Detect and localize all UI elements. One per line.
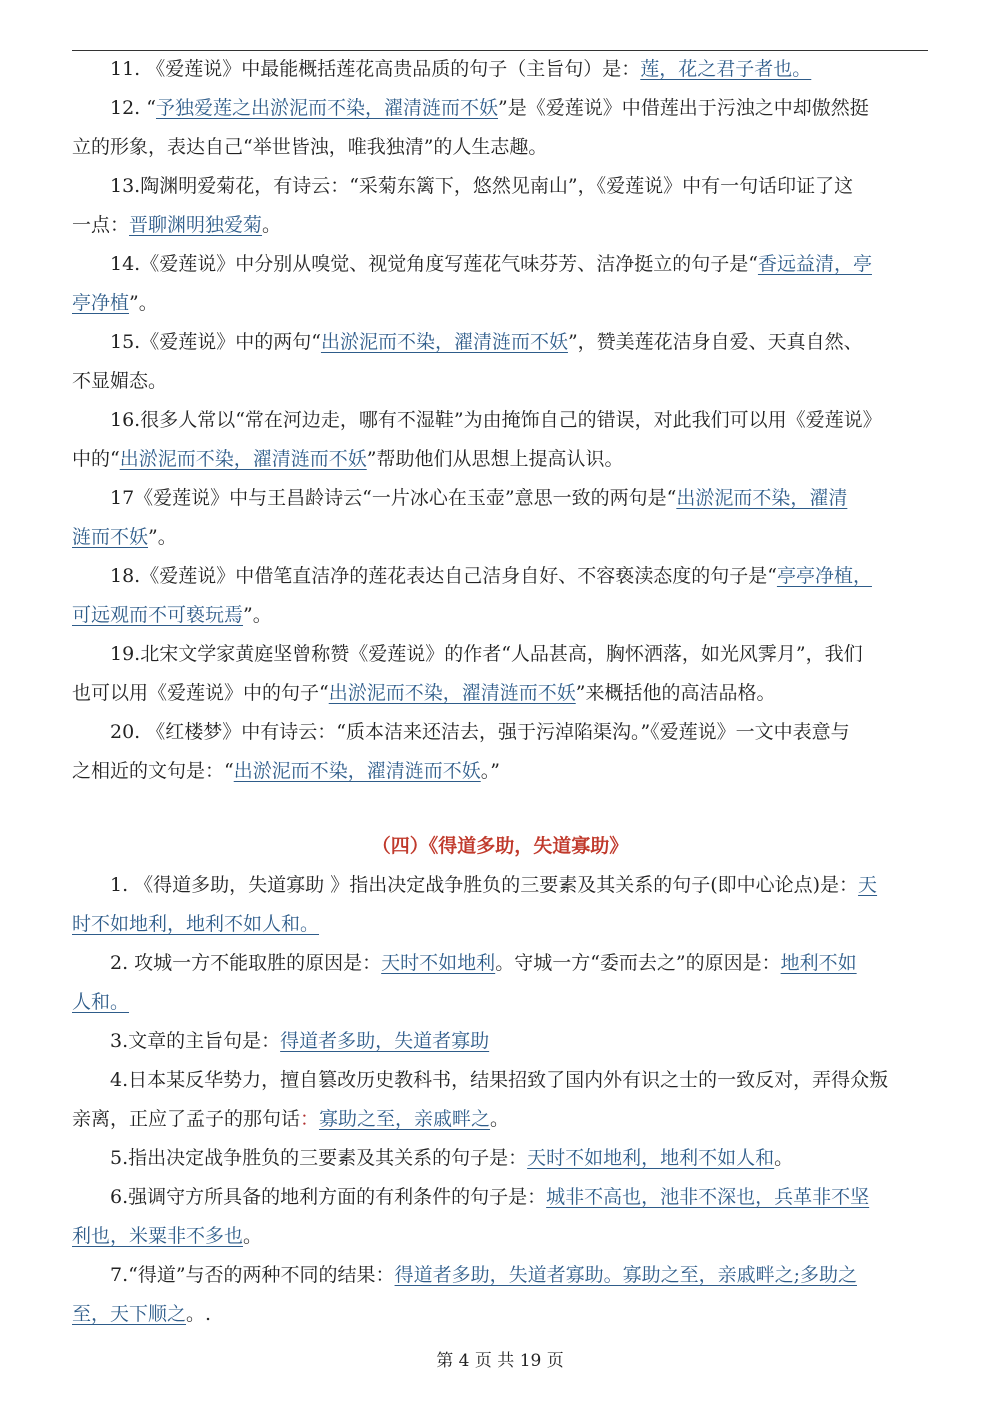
question-item [72, 1061, 928, 1139]
question-item [72, 866, 928, 944]
answer-text: 莲，花之君子者也。 [640, 58, 812, 80]
punctuation: ： [300, 1108, 320, 1130]
question-first-line [72, 1022, 928, 1061]
question-continuation-line [72, 128, 928, 167]
question-first-line [72, 1256, 928, 1295]
page-footer: 第 4 页 共 19 页 [436, 1351, 564, 1371]
question-continuation-line [72, 674, 928, 713]
question-first-line [72, 713, 928, 752]
question-text: ”。 [129, 292, 158, 314]
question-continuation-line [72, 284, 928, 323]
answer-text: 天时不如地利 [381, 952, 496, 974]
answer-text: 出淤泥而不染，濯清涟而不妖 [233, 760, 481, 782]
question-text: 一点： [72, 214, 130, 236]
question-item [72, 1256, 928, 1334]
answer-text: 天 [858, 874, 878, 896]
answer-text: 时不如地利，地利不如人和。 [72, 913, 320, 935]
question-text: 20. 《红楼梦》中有诗云：“质本洁来还洁去，强于污淖陷渠沟。”《爱莲说》一文中表意与 [110, 721, 850, 743]
answer-text: 可远观而不可亵玩焉 [72, 604, 244, 626]
question-first-line [72, 479, 928, 518]
question-text: ”帮助他们从思想上提高认识。 [366, 448, 624, 470]
question-continuation-line [72, 1295, 928, 1334]
question-item [72, 167, 928, 245]
question-text: 之相近的文句是：“ [72, 760, 234, 782]
dedao-questions [72, 866, 928, 1334]
question-continuation-line [72, 1100, 928, 1139]
answer-text: 人和。 [72, 991, 130, 1013]
question-first-line [72, 1139, 928, 1178]
question-text: 19.北宋文学家黄庭坚曾称赞《爱莲说》的作者“人品甚高，胸怀洒落，如光风霁月”，我们 [110, 643, 863, 665]
question-text: 5.指出决定战争胜负的三要素及其关系的句子是： [110, 1147, 528, 1169]
answer-text: 出淤泥而不染，濯清涟而不妖 [320, 331, 568, 353]
question-text: 16.很多人常以“常在河边走，哪有不湿鞋”为由掩饰自己的错误，对此我们可以用《爱莲说》 [110, 409, 882, 431]
question-continuation-line [72, 518, 928, 557]
question-continuation-line [72, 905, 928, 944]
question-item [72, 479, 928, 557]
question-text: 17《爱莲说》中与王昌龄诗云“一片冰心在玉壶”意思一致的两句是“ [110, 487, 677, 509]
question-item [72, 401, 928, 479]
question-text: 。 [774, 1147, 794, 1169]
answer-text: 出淤泥而不染，濯清涟而不妖 [328, 682, 576, 704]
question-first-line [72, 167, 928, 206]
question-item [72, 50, 928, 89]
question-text: 12. “ [110, 97, 156, 119]
question-continuation-line [72, 440, 928, 479]
answer-text: 晋聊渊明独爱菊 [129, 214, 263, 236]
question-item [72, 1178, 928, 1256]
question-text: ”来概括他的高洁品格。 [575, 682, 776, 704]
question-text: 2. 攻城一方不能取胜的原因是： [110, 952, 382, 974]
answer-text: 城非不高也，池非不深也，兵革非不坚 [546, 1186, 870, 1208]
question-item [72, 1139, 928, 1178]
question-continuation-line [72, 596, 928, 635]
question-first-line [72, 557, 928, 596]
question-item [72, 323, 928, 401]
answer-text: 予独爱莲之出淤泥而不染，濯清涟而不妖 [155, 97, 498, 119]
question-text: 15.《爱莲说》中的两句“ [110, 331, 321, 353]
question-text: 3.文章的主旨句是： [110, 1030, 281, 1052]
question-first-line [72, 635, 928, 674]
answer-text: 得道者多助，失道者寡助 [280, 1030, 490, 1052]
question-text: 也可以用《爱莲说》中的句子“ [72, 682, 329, 704]
answer-text: 出淤泥而不染，濯清涟而不妖 [119, 448, 367, 470]
section-heading: （四）《得道多助，失道寡助》 [371, 835, 629, 857]
question-continuation-line [72, 362, 928, 401]
answer-text: 利也，米粟非不多也 [72, 1225, 244, 1247]
question-continuation-line [72, 752, 928, 791]
question-continuation-line [72, 983, 928, 1022]
question-item [72, 89, 928, 167]
question-first-line [72, 401, 928, 440]
question-first-line [72, 1061, 928, 1100]
question-first-line [72, 50, 928, 89]
question-continuation-line [72, 206, 928, 245]
question-text: 6.强调守方所具备的地利方面的有利条件的句子是： [110, 1186, 547, 1208]
question-item [72, 557, 928, 635]
question-text: 4.日本某反华势力，擅自篡改历史教科书，结果招致了国内外有识之士的一致反对，弄得众叛 [110, 1069, 889, 1091]
question-continuation-line [72, 1217, 928, 1256]
question-text: 。 [490, 1108, 510, 1130]
lianshuo-questions [72, 50, 928, 791]
question-text: 立的形象，表达自己“举世皆浊，唯我独清”的人生志趣。 [72, 136, 548, 158]
question-first-line [72, 245, 928, 284]
answer-text: 香远益清，亭 [757, 253, 872, 275]
answer-text: 至，天下顺之 [72, 1303, 187, 1325]
question-text: 。. [186, 1303, 212, 1325]
answer-text: 地利不如 [780, 952, 857, 974]
answer-text: 天时不如地利，地利不如人和 [527, 1147, 775, 1169]
question-text: 11. 《爱莲说》中最能概括莲花高贵品质的句子（主旨句）是： [110, 58, 641, 80]
question-text: 7.“得道”与否的两种不同的结果： [110, 1264, 395, 1286]
question-text: 中的“ [72, 448, 120, 470]
question-text: ”，赞美莲花洁身自爱、天真自然、 [567, 331, 863, 353]
answer-text: 出淤泥而不染，濯清 [676, 487, 848, 509]
question-item [72, 245, 928, 323]
question-item [72, 713, 928, 791]
question-text: 。 [262, 214, 282, 236]
question-text: 。守城一方“委而去之”的原因是： [495, 952, 781, 974]
question-text: 18.《爱莲说》中借笔直洁净的莲花表达自己洁身自好、不容亵渎态度的句子是“ [110, 565, 777, 587]
question-first-line [72, 323, 928, 362]
content-area [72, 50, 928, 1334]
question-text: ”。 [148, 526, 177, 548]
question-text: ”。 [243, 604, 272, 626]
answer-text: 涟而不妖 [72, 526, 149, 548]
question-text: 。” [480, 760, 500, 782]
question-text: 13.陶渊明爱菊花，有诗云：“采菊东篱下，悠然见南山”，《爱莲说》中有一句话印证了这 [110, 175, 854, 197]
question-text: 14.《爱莲说》中分别从嗅觉、视觉角度写莲花气味芬芳、洁净挺立的句子是“ [110, 253, 758, 275]
question-first-line [72, 944, 928, 983]
answer-text: 亭亭净植， [776, 565, 872, 587]
section-gap [72, 791, 928, 827]
answer-text: 亭净植 [72, 292, 130, 314]
question-first-line [72, 1178, 928, 1217]
question-item [72, 635, 928, 713]
question-item [72, 944, 928, 1022]
answer-text: 得道者多助，失道者寡助。寡助之至，亲戚畔之;多助之 [394, 1264, 857, 1286]
question-first-line [72, 866, 928, 905]
question-text: ”是《爱莲说》中借莲出于污浊之中却傲然挺 [498, 97, 869, 119]
question-text: 。 [243, 1225, 263, 1247]
question-text: 不显媚态。 [72, 370, 168, 392]
question-item [72, 1022, 928, 1061]
answer-text: 寡助之至，亲戚畔之 [319, 1108, 491, 1130]
question-first-line [72, 89, 928, 128]
question-text: 亲离，正应了孟子的那句话 [72, 1108, 301, 1130]
question-text: 1. 《得道多助，失道寡助 》指出决定战争胜负的三要素及其关系的句子(即中心论点)是： [110, 874, 859, 896]
